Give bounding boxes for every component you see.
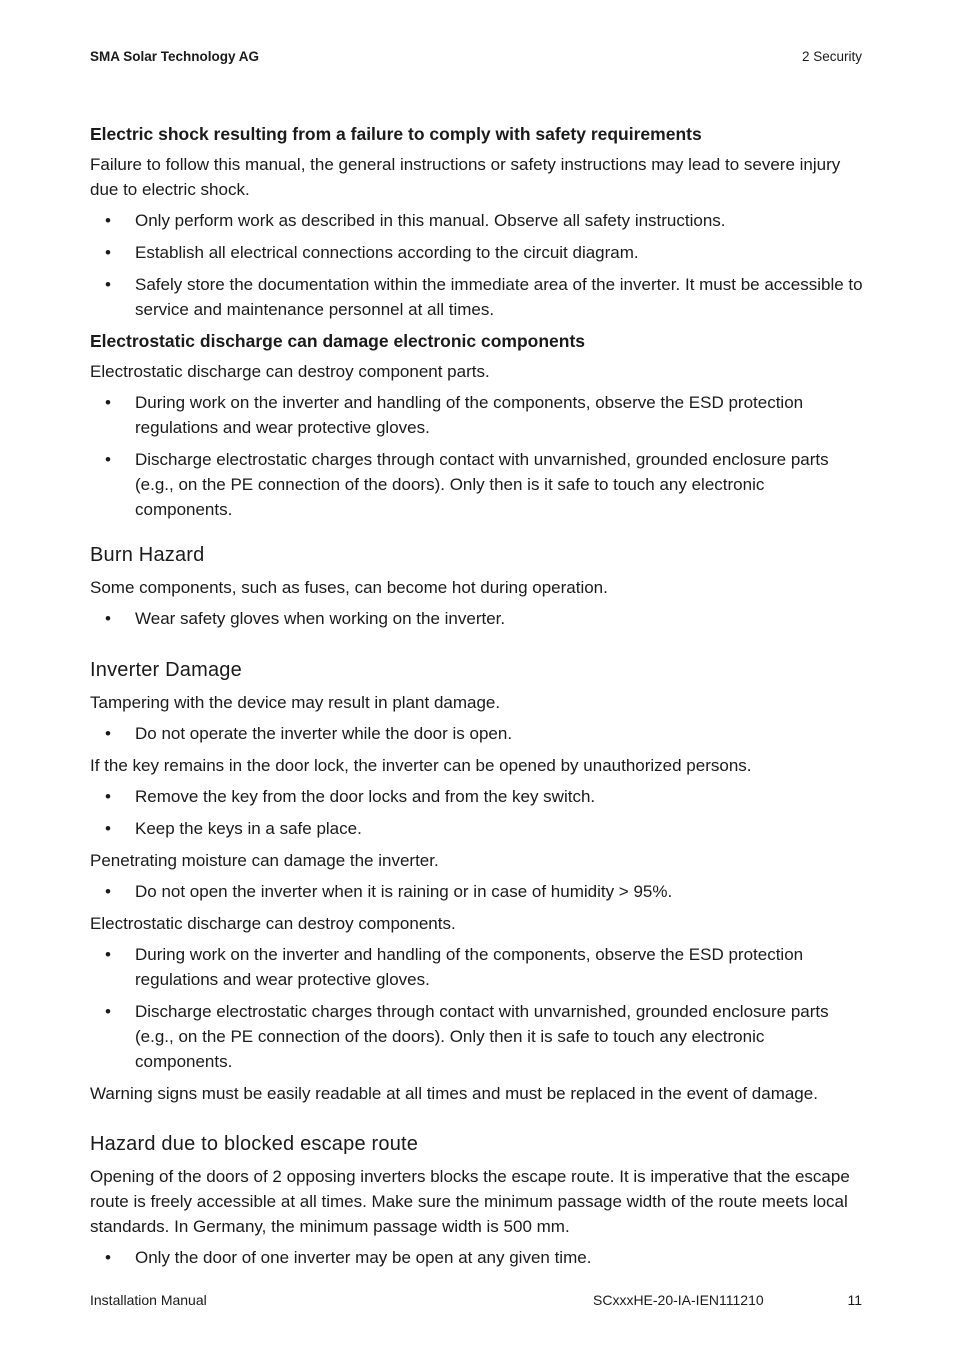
- list-item: • Keep the keys in a safe place.: [90, 816, 864, 841]
- inverter-para-3: Penetrating moisture can damage the inverter.: [90, 851, 439, 870]
- escape-route-list: [90, 1245, 864, 1270]
- page-content: [90, 122, 864, 1277]
- list-item: • During work on the inverter and handling of the components, observe the ESD protection regulations and wear protective gloves.: [90, 942, 864, 992]
- bullet-icon: •: [105, 450, 111, 469]
- bullet-icon: •: [105, 1248, 111, 1267]
- list-item: • Only perform work as described in this manual. Observe all safety instructions.: [90, 208, 864, 233]
- electric-shock-list: [90, 208, 864, 322]
- list-item: • Do not open the inverter when it is raining or in case of humidity > 95%.: [90, 879, 864, 904]
- inverter-para-2: If the key remains in the door lock, the inverter can be opened by unauthorized persons.: [90, 756, 752, 775]
- list-item: • Wear safety gloves when working on the inverter.: [90, 606, 864, 631]
- list-item: • Establish all electrical connections according to the circuit diagram.: [90, 240, 864, 265]
- inverter-list-2: [90, 784, 864, 841]
- inverter-list-3: [90, 879, 864, 904]
- esd-intro: Electrostatic discharge can destroy component parts.: [90, 362, 490, 381]
- company-name: SMA Solar Technology AG: [90, 49, 260, 64]
- esd-heading: Electrostatic discharge can damage electronic components: [90, 331, 586, 351]
- document-type: Installation Manual: [90, 1292, 207, 1308]
- inverter-para-5: Warning signs must be easily readable at all times and must be replaced in the event of damage.: [90, 1084, 818, 1103]
- bullet-icon: •: [105, 724, 111, 743]
- inverter-para-1: Tampering with the device may result in plant damage.: [90, 693, 501, 712]
- burn-hazard-intro: Some components, such as fuses, can become hot during operation.: [90, 578, 608, 597]
- bullet-icon: •: [105, 882, 111, 901]
- burn-hazard-list: [90, 606, 864, 631]
- list-item: • Discharge electrostatic charges through contact with unvarnished, grounded enclosure parts (e.g., on the PE connection of the doors). Only then is it safe to touch any electronic components.: [90, 447, 864, 522]
- esd-list: [90, 390, 864, 522]
- list-item: • Safely store the documentation within the immediate area of the inverter. It must be accessible to service and maintenance personnel at all times.: [90, 272, 864, 322]
- chapter-label: 2 Security: [801, 49, 862, 64]
- electric-shock-heading: Electric shock resulting from a failure to comply with safety requirements: [90, 124, 702, 144]
- list-item: • Discharge electrostatic charges through contact with unvarnished, grounded enclosure parts (e.g., on the PE connection of the doors). Only then it is safe to touch any electronic components.: [90, 999, 864, 1074]
- inverter-list-1: [90, 721, 864, 746]
- escape-route-heading: Hazard due to blocked escape route: [90, 1133, 419, 1155]
- list-item: • Do not operate the inverter while the door is open.: [90, 721, 864, 746]
- page-number: 11: [847, 1292, 862, 1308]
- escape-route-intro: Opening of the doors of 2 opposing inverters blocks the escape route. It is imperative that the escape route is freely accessible at all times. Make sure the minimum passage width of the route meets local standards. In Germany, the minimum passage width is 500 mm.: [90, 1167, 850, 1236]
- list-item: • Only the door of one inverter may be open at any given time.: [90, 1245, 864, 1270]
- bullet-icon: •: [105, 1002, 111, 1021]
- inverter-list-4: [90, 942, 864, 1074]
- bullet-icon: •: [105, 275, 111, 294]
- bullet-icon: •: [105, 787, 111, 806]
- page-header: [90, 49, 862, 69]
- bullet-icon: •: [105, 609, 111, 628]
- burn-hazard-heading: Burn Hazard: [90, 544, 205, 566]
- list-item: • Remove the key from the door locks and from the key switch.: [90, 784, 864, 809]
- inverter-damage-heading: Inverter Damage: [90, 659, 242, 681]
- bullet-icon: •: [105, 819, 111, 838]
- page-footer: [90, 1292, 862, 1312]
- bullet-icon: •: [105, 243, 111, 262]
- bullet-icon: •: [105, 945, 111, 964]
- bullet-icon: •: [105, 393, 111, 412]
- list-item: • During work on the inverter and handling of the components, observe the ESD protection regulations and wear protective gloves.: [90, 390, 864, 440]
- electric-shock-intro: Failure to follow this manual, the general instructions or safety instructions may lead to severe injury due to electric shock.: [90, 155, 841, 199]
- bullet-icon: •: [105, 211, 111, 230]
- document-id: SCxxxHE-20-IA-IEN111210: [593, 1292, 764, 1308]
- inverter-para-4: Electrostatic discharge can destroy components.: [90, 914, 456, 933]
